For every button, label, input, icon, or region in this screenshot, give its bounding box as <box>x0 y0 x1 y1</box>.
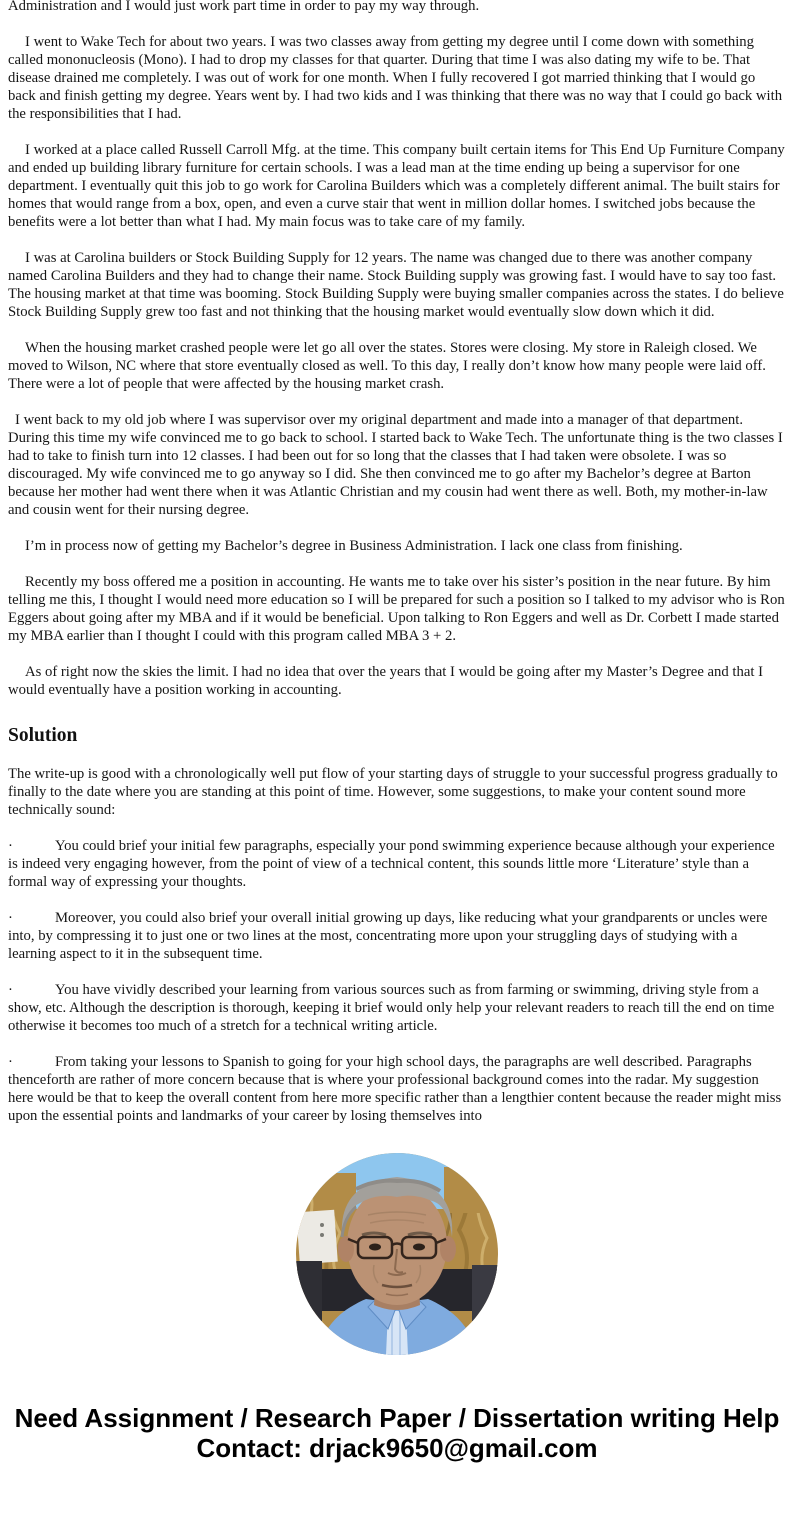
story-paragraph: As of right now the skies the limit. I had no idea that over the years that I would be going after my Master’s Degree and that I would eventually have a position working in accounting. <box>8 664 763 698</box>
story-paragraph: I was at Carolina builders or Stock Building Supply for 12 years. The name was changed due to there was another company named Carolina Builders and they had to change their name. Stock Building supply was growing fast. I would have to say too fast. The housing market at that time was booming. Stock Building Supply were buying smaller companies across the states. I do believe Stock Building Supply grew too fast and not thinking that the housing market would eventually slow down which it did. <box>8 250 784 320</box>
footer-banner <box>0 1403 794 1463</box>
story-paragraph-fragment: Administration and I would just work part time in order to pay my way through. <box>8 0 480 14</box>
story-paragraph: I went to Wake Tech for about two years. I was two classes away from getting my degree until I come down with something called mononucleosis (Mono). I had to drop my classes for that quarter. During that time I was also dating my wife to be. That disease drained me completely. I was out of work for one month. When I fully recovered I got married thinking that I would go back and finish getting my degree. Years went by. I had two kids and I was thinking that there was no way that I could go back with the responsibilities that I had. <box>8 34 783 122</box>
bullet-item <box>8 1053 786 1123</box>
bullet-icon: · <box>8 910 13 926</box>
profile-photo <box>296 1153 498 1355</box>
bullet-item <box>8 837 786 891</box>
footer-heading: Need Assignment / Research Paper / Dissertation writing Help <box>14 1403 780 1433</box>
profile-photo-container <box>0 1153 794 1355</box>
story-paragraph: Recently my boss offered me a position in accounting. He wants me to take over his sister’s position in the near future. By him telling me this, I thought I would need more education so I will be prepared for such a position so I talked to my advisor who is Ron Eggers about going after my MBA and if it would be beneficial. Upon talking to Ron Eggers and well as Dr. Corbett I made started my MBA earlier than I thought I could with this program called MBA 3 + 2. <box>8 574 785 644</box>
bullet-text: Moreover, you could also brief your overall initial growing up days, like reducing what your grandparents or uncles were into, by compressing it to just one or two lines at the most, concentrating more upon your struggling days of studying with a learning aspect to it in the subsequent time. <box>8 910 768 962</box>
bullet-text: You have vividly described your learning from various sources such as from farming or swimming, driving style from a show, etc. Although the description is thorough, keeping it brief would only help your relevant readers to reach till the end on time otherwise it becomes too much of a stretch for a technical writing article. <box>8 982 775 1034</box>
bullet-icon: · <box>8 982 13 998</box>
story-paragraph: I worked at a place called Russell Carroll Mfg. at the time. This company built certain items for This End Up Furniture Company and ended up building library furniture for certain schools. I was a lead man at the time ending up being a supervisor for one department. I eventually quit this job to go work for Carolina Builders which was a completely different animal. The built stairs for homes that would range from a box, open, and even a curve stair that went in million dollar homes. I switched jobs because the benefits were a lot better than what I had. My main focus was to take care of my family. <box>8 142 785 230</box>
bullet-item <box>8 909 786 963</box>
solution-intro: The write-up is good with a chronologically well put flow of your starting days of struggle to your successful progress gradually to finally to the date where you are standing at this point of time. However, some suggestions, to make your content sound more technically sound: <box>8 766 778 818</box>
story-paragraph: I went back to my old job where I was supervisor over my original department and made into a manager of that department. During this time my wife convinced me to go back to school. I started back to Wake Tech. The unfortunate thing is the two classes I had to take to finish turn into 12 classes. I had been out for so long that the classes that I had taken were obsolete. I was so discouraged. My wife convinced me to go anyway so I did. She then convinced me to go after my Bachelor’s degree at Barton because her mother had went there when it was Atlantic Christian and my cousin had went there as well. Both, my mother-in-law and cousin went for their nursing degree. <box>8 412 783 518</box>
story-paragraph: When the housing market crashed people were let go all over the states. Stores were closing. My store in Raleigh closed. We moved to Wilson, NC where that store eventually closed as well. To this day, I really don’t know how many people were laid off. There were a lot of people that were affected by the housing market crash. <box>8 340 766 392</box>
bullet-icon: · <box>8 1054 13 1070</box>
bullet-icon: · <box>8 838 13 854</box>
bullet-text: From taking your lessons to Spanish to going for your high school days, the paragraphs are well described. Paragraphs thenceforth are rather of more concern because that is where your professional background comes into the radar. My suggestion here would be that to keep the overall content from here more specific rather than a lengthier content because the reader might miss upon the essential points and landmarks of your career by losing themselves into <box>8 1054 782 1123</box>
solution-heading: Solution <box>8 725 78 746</box>
bullet-item <box>8 981 786 1035</box>
footer-contact-email: Contact: drjack9650@gmail.com <box>196 1433 598 1463</box>
story-paragraph: I’m in process now of getting my Bachelor’s degree in Business Administration. I lack one class from finishing. <box>25 538 683 554</box>
elderly-man-portrait-icon <box>296 1153 498 1355</box>
bullet-text: You could brief your initial few paragraphs, especially your pond swimming experience because although your experience is indeed very engaging however, from the point of view of a technical content, this sounds little more ‘Literature’ style than a formal way of expressing your thoughts. <box>8 838 775 890</box>
